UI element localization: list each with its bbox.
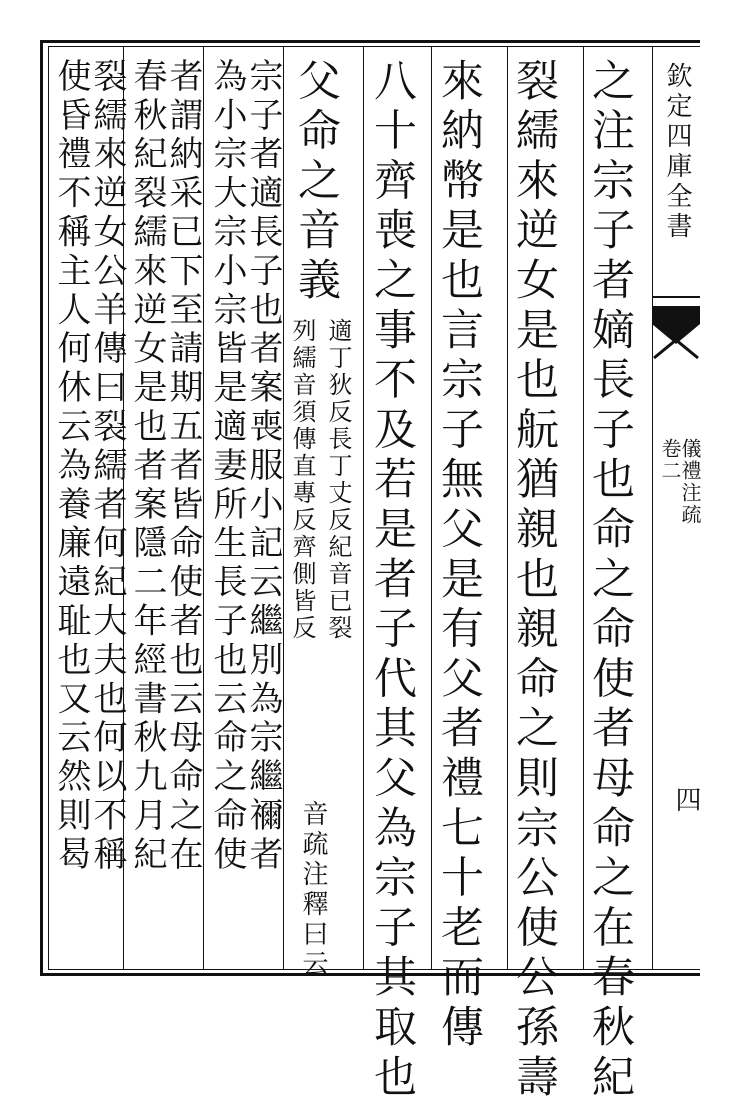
annotation-column-right: 適丁狄反長丁丈反紀音已裂 — [324, 318, 352, 642]
column-rule — [363, 46, 364, 970]
annotation-column-left: 列繻音須傳直專反齊側皆反 — [288, 318, 316, 642]
margin-divider — [652, 296, 700, 298]
text-column: 宗子者適長子也者案喪服小記云繼別為宗繼禰者 — [243, 58, 283, 875]
text-column-heading: 父命之音義 — [291, 58, 341, 307]
book-title: 欽定四庫全書 — [662, 62, 692, 242]
margin-subtitle: 儀禮注疏 — [678, 438, 702, 526]
text-column: 之注宗子者嫡長子也命之命使者母命之在春秋紀 — [585, 58, 635, 1104]
text-column: 使昏禮不稱主人何休云為養廉遠耻也又云然則曷 — [51, 58, 91, 875]
text-column: 者謂納采已下至請期五者皆命使者也云母命之在 — [163, 58, 203, 875]
text-column: 為小宗大宗小宗皆是適妻所生長子也云命之命使 — [207, 58, 247, 875]
page-number: 四 — [671, 786, 701, 812]
annotation-tail: 音疏注釋曰云 — [298, 800, 328, 980]
text-column: 裂繻來逆女是也𦨞猶親也親命之則宗公使公孫壽 — [509, 58, 559, 1104]
text-column: 春秋紀裂繻來逆女是也者案隱二年經書秋九月紀 — [127, 58, 167, 875]
text-column: 八十齊喪之事不及若是者子代其父為宗子其取也 — [367, 58, 417, 1104]
column-rule — [203, 46, 204, 970]
column-rule — [583, 46, 584, 970]
margin-volume: 卷二 — [658, 438, 682, 482]
fish-tail-mark-icon — [652, 300, 700, 370]
column-rule — [431, 46, 432, 970]
text-column: 裂繻來逆女公羊傳曰裂繻者何紀大夫也何以不稱 — [87, 58, 127, 875]
column-rule — [283, 46, 284, 970]
column-rule — [507, 46, 508, 970]
text-column: 來納幣是也言宗子無父是有父者禮七十老而傳 — [434, 58, 484, 1054]
